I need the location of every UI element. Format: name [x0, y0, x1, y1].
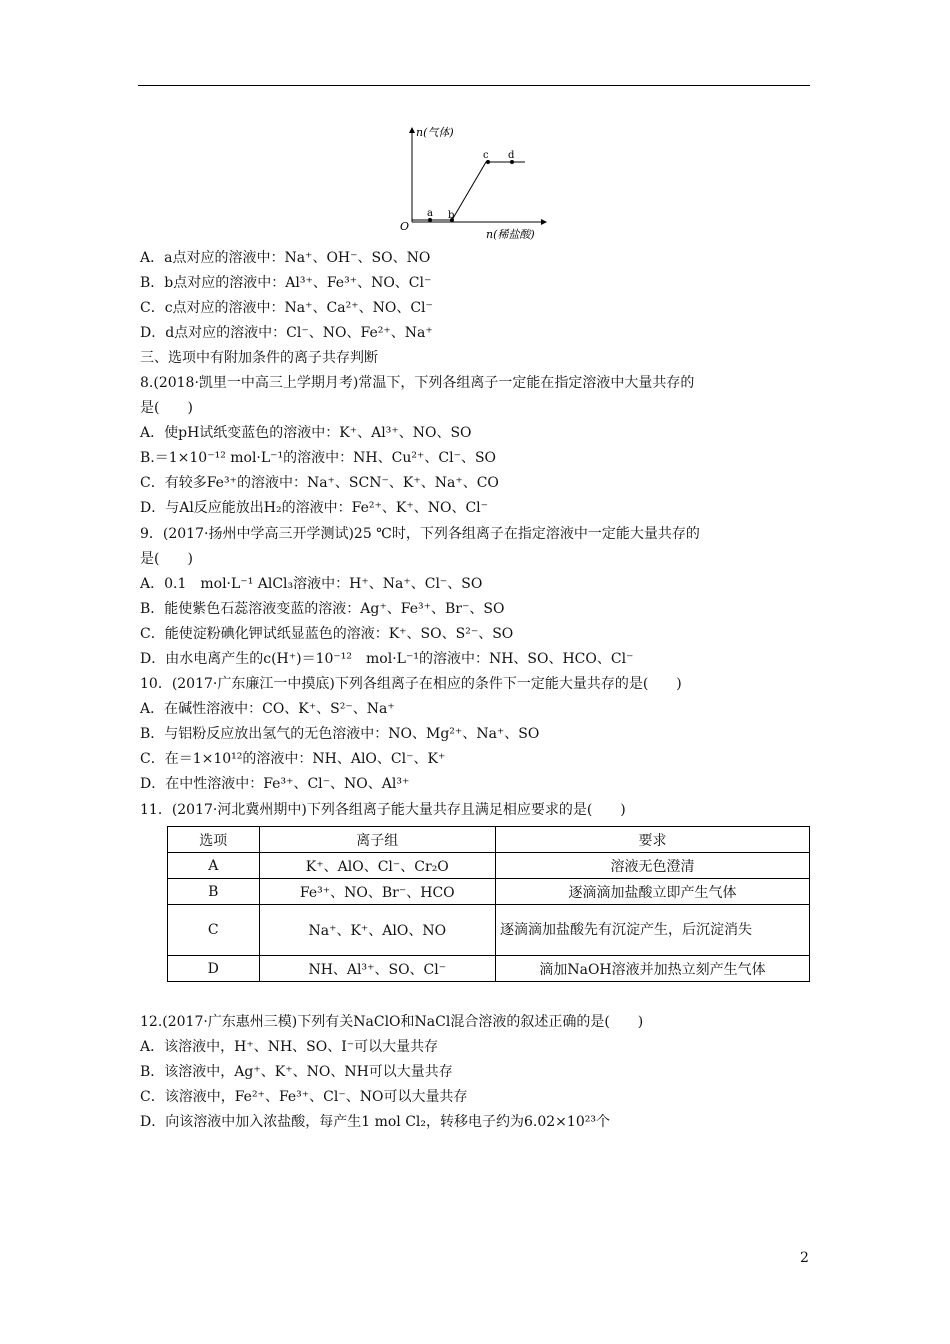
q10-option-c: C．在＝1×10¹²的溶液中：NH、AlO、Cl⁻、K⁺: [140, 751, 446, 767]
q10-stem: 10．(2017·广东廉江一中摸底)下列各组离子在相应的条件下一定能大量共存的是( ): [140, 676, 682, 692]
q7-option-b: B．b点对应的溶液中：Al³⁺、Fe³⁺、NO、Cl⁻: [140, 275, 432, 291]
label-d: d: [508, 150, 515, 161]
q12-stem: 12.(2017·广东惠州三模)下列有关NaClO和NaCl混合溶液的叙述正确的是( ): [140, 1014, 644, 1030]
label-a: a: [427, 208, 433, 219]
table-cell: A: [168, 853, 260, 879]
q11-table: [167, 826, 810, 982]
table-cell: 滴加NaOH溶液并加热立刻产生气体: [496, 956, 810, 982]
q7-option-a: A．a点对应的溶液中：Na⁺、OH⁻、SO、NO: [140, 250, 431, 266]
table-cell: B: [168, 879, 260, 905]
gas-vs-hcl-graph: [400, 122, 550, 244]
q12-option-b: B．该溶液中，Ag⁺、K⁺、NO、NH可以大量共存: [140, 1064, 453, 1080]
section-heading: 三、选项中有附加条件的离子共存判断: [140, 350, 378, 366]
table-row: [168, 956, 810, 982]
label-c: c: [483, 150, 489, 161]
header-cell: 要求: [496, 827, 810, 853]
x-axis-label: n(稀盐酸): [486, 228, 535, 241]
q8-stem-2: 是( ): [140, 400, 193, 416]
table-cell: C: [168, 905, 260, 956]
q12-option-d: D．向该溶液中加入浓盐酸，每产生1 mol Cl₂，转移电子约为6.02×10²³个: [140, 1114, 610, 1130]
q10-option-b: B．与铝粉反应放出氢气的无色溶液中：NO、Mg²⁺、Na⁺、SO: [140, 726, 540, 742]
table-header-row: [168, 827, 810, 853]
table-cell: Fe³⁺、NO、Br⁻、HCO: [259, 879, 495, 905]
origin-label: O: [400, 220, 410, 233]
table-cell: D: [168, 956, 260, 982]
header-rule: [138, 85, 810, 86]
q9-stem-2: 是( ): [140, 551, 193, 567]
y-axis-label: n(气体): [416, 126, 454, 139]
q9-option-a: A．0.1 mol·L⁻¹ AlCl₃溶液中：H⁺、Na⁺、Cl⁻、SO: [140, 576, 483, 592]
q8-stem-1: 8.(2018·凯里一中高三上学期月考)常温下，下列各组离子一定能在指定溶液中大量共存的: [140, 375, 695, 391]
q12-option-a: A．该溶液中，H⁺、NH、SO、I⁻可以大量共存: [140, 1039, 439, 1055]
label-b: b: [448, 210, 455, 221]
q9-option-c: C．能使淀粉碘化钾试纸显蓝色的溶液：K⁺、SO、S²⁻、SO: [140, 626, 514, 642]
q8-option-b: B.＝1×10⁻¹² mol·L⁻¹的溶液中：NH、Cu²⁺、Cl⁻、SO: [140, 450, 497, 466]
q11-stem: 11．(2017·河北冀州期中)下列各组离子能大量共存且满足相应要求的是( ): [140, 802, 626, 818]
table-cell: NH、Al³⁺、SO、Cl⁻: [259, 956, 495, 982]
table-row: [168, 879, 810, 905]
q12-option-c: C．该溶液中，Fe²⁺、Fe³⁺、Cl⁻、NO可以大量共存: [140, 1089, 468, 1105]
q9-option-d: D．由水电离产生的c(H⁺)＝10⁻¹² mol·L⁻¹的溶液中：NH、SO、HCO、Cl⁻: [140, 651, 634, 667]
q7-option-d: D．d点对应的溶液中：Cl⁻、NO、Fe²⁺、Na⁺: [140, 325, 433, 341]
q8-option-a: A．使pH试纸变蓝色的溶液中：K⁺、Al³⁺、NO、SO: [140, 425, 472, 441]
q9-stem-1: 9．(2017·扬州中学高三开学测试)25 ℃时，下列各组离子在指定溶液中一定能大量共存的: [140, 526, 700, 542]
q10-option-d: D．在中性溶液中：Fe³⁺、Cl⁻、NO、Al³⁺: [140, 776, 410, 792]
page-number: 2: [800, 1250, 809, 1266]
q8-option-d: D．与Al反应能放出H₂的溶液中：Fe²⁺、K⁺、NO、Cl⁻: [140, 500, 489, 516]
table-cell: 逐滴滴加盐酸先有沉淀产生，后沉淀消失: [496, 905, 810, 956]
table-cell: 逐滴滴加盐酸立即产生气体: [496, 879, 810, 905]
table-row: [168, 853, 810, 879]
table-cell: Na⁺、K⁺、AlO、NO: [259, 905, 495, 956]
table-row: [168, 905, 810, 956]
header-cell: 离子组: [259, 827, 495, 853]
header-cell: 选项: [168, 827, 260, 853]
table-cell: 溶液无色澄清: [496, 853, 810, 879]
q9-option-b: B．能使紫色石蕊溶液变蓝的溶液：Ag⁺、Fe³⁺、Br⁻、SO: [140, 601, 505, 617]
q10-option-a: A．在碱性溶液中：CO、K⁺、S²⁻、Na⁺: [140, 701, 395, 717]
table-cell: K⁺、AlO、Cl⁻、Cr₂O: [259, 853, 495, 879]
q7-option-c: C．c点对应的溶液中：Na⁺、Ca²⁺、NO、Cl⁻: [140, 300, 433, 316]
q8-option-c: C．有较多Fe³⁺的溶液中：Na⁺、SCN⁻、K⁺、Na⁺、CO: [140, 475, 499, 491]
